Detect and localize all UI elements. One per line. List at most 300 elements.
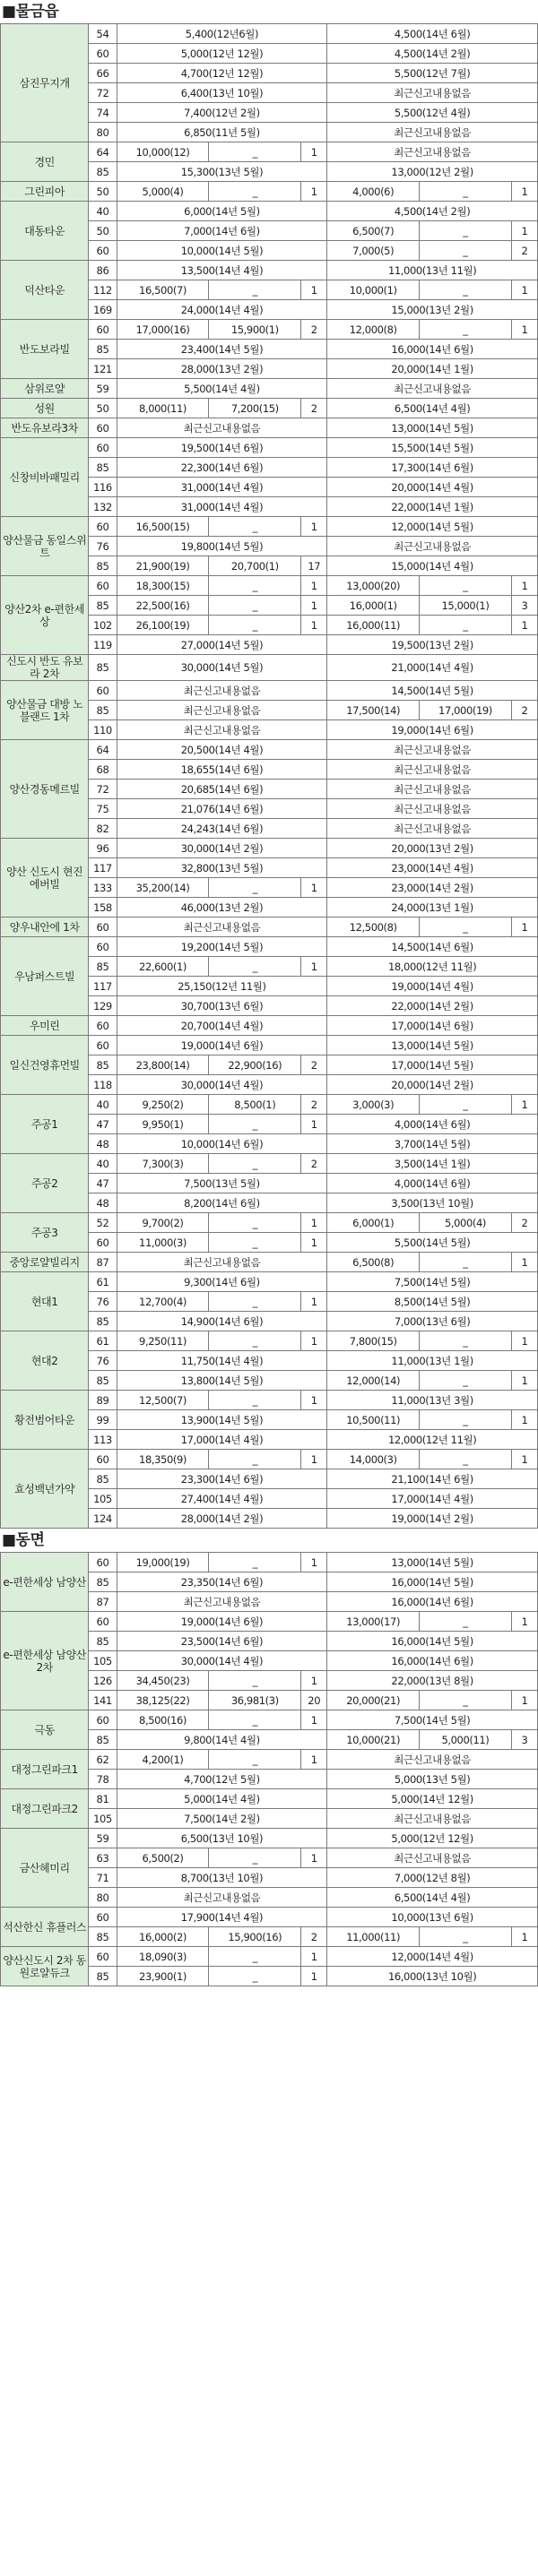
sale-deal-count: 1 [301,878,327,898]
lease-price-full: 20,000(14년 1월) [327,359,538,379]
unit-size: 75 [89,799,117,819]
complex-name: 주공2 [1,1154,89,1213]
sale-deal-count: 1 [301,1553,327,1572]
lease-price-max: 6,500(7) [327,221,420,241]
sale-price-min: 15,900(16) [209,1927,301,1947]
lease-price-full: 24,000(13년 1월) [327,898,538,918]
lease-price-full: 4,000(14년 6월) [327,1115,538,1134]
table-row [1,399,538,418]
lease-deal-count: 1 [511,221,537,241]
lease-price-min: _ [420,1331,512,1351]
complex-name: 양산신도시 2차 동원로얄듀크 [1,1947,89,1986]
sale-price-max: 18,300(15) [117,576,209,596]
unit-size: 47 [89,1115,117,1134]
unit-size: 60 [89,576,117,596]
lease-price-full: 5,000(13년 5월) [327,1770,538,1789]
lease-deal-count: 1 [511,576,537,596]
lease-price-min: 15,000(1) [420,596,512,616]
sale-deal-count: 17 [301,556,327,576]
lease-price-full: 17,000(14년 6월) [327,1016,538,1036]
unit-size: 60 [89,44,117,64]
sale-price-min: _ [209,1710,301,1730]
lease-price-max: 6,500(8) [327,1253,420,1272]
lease-deal-count: 1 [511,1450,537,1469]
lease-price-full: 최근신고내용없음 [327,537,538,556]
lease-price-full: 17,300(14년 6월) [327,458,538,478]
lease-price-min: 5,000(4) [420,1213,512,1233]
lease-price-full: 18,000(12년 11월) [327,957,538,977]
lease-price-full: 10,000(13년 6월) [327,1908,538,1927]
lease-price-full: 최근신고내용없음 [327,1809,538,1829]
lease-price-max: 7,000(5) [327,241,420,261]
sale-price-min: _ [209,1450,301,1469]
lease-price-full: 3,500(13년 10월) [327,1193,538,1213]
sale-deal-count: 1 [301,576,327,596]
table-row [1,517,538,537]
sale-price-max: 9,950(1) [117,1115,209,1134]
sale-price-min: 7,200(15) [209,399,301,418]
complex-name: 신창비바패밀리 [1,438,89,517]
table-row [1,740,538,760]
unit-size: 158 [89,898,117,918]
complex-name: e-편한세상 남양산2차 [1,1612,89,1710]
sale-price-full: 최근신고내용없음 [117,1253,327,1272]
sale-price-max: 34,450(23) [117,1671,209,1691]
table-row [1,1213,538,1233]
sale-price-full: 13,800(14년 5월) [117,1371,327,1391]
unit-size: 105 [89,1651,117,1671]
unit-size: 105 [89,1809,117,1829]
sale-price-max: 19,000(19) [117,1553,209,1572]
unit-size: 48 [89,1193,117,1213]
complex-name: 양우내안에 1차 [1,918,89,937]
lease-price-full: 5,000(14년 12월) [327,1789,538,1809]
table-row [1,839,538,858]
sale-deal-count: 2 [301,320,327,340]
lease-price-full: 5,000(12년 12월) [327,1829,538,1848]
unit-size: 60 [89,241,117,261]
table-row [1,1947,538,1967]
lease-price-max: 16,000(1) [327,596,420,616]
lease-deal-count: 3 [511,1730,537,1750]
complex-name: 양산경동메르빌 [1,740,89,839]
complex-name: 양산물금 대방 노블랜드 1차 [1,681,89,740]
sale-price-full: 17,000(14년 4월) [117,1430,327,1450]
sale-price-min: _ [209,596,301,616]
sale-price-max: 11,000(3) [117,1233,209,1253]
unit-size: 64 [89,740,117,760]
sale-price-max: 12,700(4) [117,1292,209,1312]
lease-price-max: 6,000(1) [327,1213,420,1233]
table-row [1,1391,538,1410]
unit-size: 85 [89,1572,117,1592]
section-title: ■물금읍 [2,3,59,21]
sale-price-min: _ [209,1115,301,1134]
sale-price-full: 최근신고내용없음 [117,418,327,438]
unit-size: 48 [89,1134,117,1154]
sale-price-full: 6,850(11년 5월) [117,123,327,142]
lease-price-max: 12,000(14) [327,1371,420,1391]
lease-price-min: _ [420,1095,512,1115]
unit-size: 85 [89,701,117,720]
lease-deal-count: 1 [511,1691,537,1710]
unit-size: 113 [89,1430,117,1450]
unit-size: 40 [89,1154,117,1174]
table-row [1,1553,538,1572]
lease-price-full: 22,000(14년 2월) [327,996,538,1016]
lease-deal-count: 2 [511,701,537,720]
sale-price-full: 18,655(14년 6월) [117,760,327,780]
lease-price-full: 19,500(13년 2월) [327,635,538,655]
unit-size: 64 [89,142,117,162]
lease-price-full: 최근신고내용없음 [327,142,538,162]
sale-price-min: _ [209,1331,301,1351]
sale-price-min: _ [209,1233,301,1253]
lease-deal-count: 1 [511,320,537,340]
unit-size: 85 [89,162,117,182]
lease-price-full: 20,000(13년 2월) [327,839,538,858]
lease-price-min: _ [420,576,512,596]
unit-size: 59 [89,379,117,399]
section-title: ■동면 [2,1531,45,1549]
complex-name: 대정그린파크1 [1,1750,89,1789]
lease-deal-count: 1 [511,918,537,937]
sale-price-full: 13,900(14년 5월) [117,1410,327,1430]
unit-size: 169 [89,300,117,320]
lease-price-max: 13,000(17) [327,1612,420,1632]
lease-price-min: _ [420,241,512,261]
lease-price-max: 10,000(1) [327,280,420,300]
lease-price-full: 최근신고내용없음 [327,123,538,142]
lease-price-full: 16,000(14년 6월) [327,1592,538,1612]
table-row [1,320,538,340]
sale-price-full: 31,000(14년 4월) [117,497,327,517]
complex-name: 신도시 반도 유보라 2차 [1,655,89,681]
complex-name: 덕산타운 [1,261,89,320]
lease-price-max: 13,000(20) [327,576,420,596]
lease-price-full: 최근신고내용없음 [327,379,538,399]
sale-price-max: 5,000(4) [117,182,209,202]
sale-price-full: 25,150(12년 11월) [117,977,327,996]
complex-name: 석산한신 휴플러스 [1,1908,89,1947]
lease-price-min: _ [420,1927,512,1947]
sale-price-min: _ [209,280,301,300]
complex-name: 금산헤미리 [1,1829,89,1908]
sale-price-full: 28,000(13년 2월) [117,359,327,379]
unit-size: 112 [89,280,117,300]
lease-price-full: 15,000(13년 2월) [327,300,538,320]
unit-size: 60 [89,681,117,701]
unit-size: 116 [89,478,117,497]
table-row [1,681,538,701]
sale-price-max: 9,250(11) [117,1331,209,1351]
unit-size: 60 [89,320,117,340]
unit-size: 82 [89,819,117,839]
sale-price-min: _ [209,1391,301,1410]
complex-name: 대동타운 [1,202,89,261]
unit-size: 85 [89,1632,117,1651]
sale-price-max: 22,600(1) [117,957,209,977]
lease-price-min: _ [420,616,512,635]
table-row [1,1908,538,1927]
lease-price-min: 17,000(19) [420,701,512,720]
lease-price-full: 16,000(14년 5월) [327,1632,538,1651]
sale-price-max: 12,500(7) [117,1391,209,1410]
lease-price-full: 22,000(14년 1월) [327,497,538,517]
sale-price-max: 8,500(16) [117,1710,209,1730]
lease-price-full: 19,000(14년 2월) [327,1509,538,1529]
sale-price-max: 16,500(7) [117,280,209,300]
sale-price-min: _ [209,1553,301,1572]
lease-price-full: 13,000(14년 5월) [327,418,538,438]
sale-price-max: 23,800(14) [117,1055,209,1075]
lease-price-full: 최근신고내용없음 [327,780,538,799]
sale-price-min: _ [209,1750,301,1770]
complex-name: 경민 [1,142,89,182]
lease-deal-count: 2 [511,241,537,261]
lease-price-max: 16,000(11) [327,616,420,635]
lease-price-full: 5,500(12년 7월) [327,64,538,83]
sale-price-full: 30,000(14년 2월) [117,839,327,858]
sale-deal-count: 1 [301,1213,327,1233]
sale-price-full: 19,000(14년 6월) [117,1612,327,1632]
unit-size: 132 [89,497,117,517]
sale-deal-count: 1 [301,1391,327,1410]
lease-price-full: 4,500(14년 2월) [327,202,538,221]
unit-size: 72 [89,780,117,799]
table-row [1,1612,538,1632]
unit-size: 60 [89,438,117,458]
sale-deal-count: 1 [301,1750,327,1770]
lease-deal-count: 1 [511,1331,537,1351]
lease-price-full: 12,000(12년 11월) [327,1430,538,1450]
sale-price-min: 8,500(1) [209,1095,301,1115]
sale-price-full: 23,300(14년 6월) [117,1469,327,1489]
sale-price-min: _ [209,182,301,202]
sale-price-full: 5,000(14년 4월) [117,1789,327,1809]
sale-price-full: 최근신고내용없음 [117,701,327,720]
unit-size: 85 [89,957,117,977]
lease-price-full: 6,500(14년 4월) [327,399,538,418]
sale-deal-count: 1 [301,616,327,635]
lease-price-max: 10,000(21) [327,1730,420,1750]
sale-price-full: 22,300(14년 6월) [117,458,327,478]
unit-size: 60 [89,1710,117,1730]
unit-size: 60 [89,1016,117,1036]
sale-price-full: 24,243(14년 6월) [117,819,327,839]
price-table [0,23,538,1529]
sale-price-full: 19,500(14년 6월) [117,438,327,458]
unit-size: 102 [89,616,117,635]
complex-name: 그린피아 [1,182,89,202]
sale-price-full: 6,500(13년 10월) [117,1829,327,1848]
sale-price-max: 9,250(2) [117,1095,209,1115]
sale-price-full: 8,700(13년 10월) [117,1868,327,1888]
complex-name: 우미린 [1,1016,89,1036]
unit-size: 85 [89,1312,117,1331]
complex-name: 삼진무지개 [1,24,89,142]
table-row [1,1095,538,1115]
complex-name: 반도보라빌 [1,320,89,379]
unit-size: 63 [89,1848,117,1868]
lease-price-full: 19,000(14년 4월) [327,977,538,996]
sale-price-max: 38,125(22) [117,1691,209,1710]
table-row [1,655,538,681]
sale-price-full: 20,700(14년 4월) [117,1016,327,1036]
unit-size: 72 [89,83,117,103]
sale-deal-count: 1 [301,280,327,300]
sale-price-full: 5,000(12년 12월) [117,44,327,64]
unit-size: 96 [89,839,117,858]
lease-price-full: 21,000(14년 4월) [327,655,538,681]
lease-price-full: 최근신고내용없음 [327,799,538,819]
complex-name: 주공1 [1,1095,89,1154]
sale-price-full: 21,076(14년 6월) [117,799,327,819]
sale-deal-count: 2 [301,1055,327,1075]
sale-price-full: 30,000(14년 4월) [117,1075,327,1095]
sale-price-max: 16,500(15) [117,517,209,537]
unit-size: 85 [89,556,117,576]
sale-price-full: 19,800(14년 5월) [117,537,327,556]
unit-size: 121 [89,359,117,379]
complex-name: 양산2차 e-편한세상 [1,576,89,655]
lease-price-full: 8,500(14년 5월) [327,1292,538,1312]
unit-size: 85 [89,655,117,681]
lease-price-min: _ [420,1253,512,1272]
lease-deal-count: 1 [511,1927,537,1947]
sale-deal-count: 1 [301,1848,327,1868]
sale-price-full: 8,200(14년 6월) [117,1193,327,1213]
table-row [1,1750,538,1770]
unit-size: 40 [89,202,117,221]
sale-deal-count: 2 [301,1154,327,1174]
sale-deal-count: 2 [301,1927,327,1947]
table-row [1,202,538,221]
lease-price-max: 12,500(8) [327,918,420,937]
unit-size: 141 [89,1691,117,1710]
unit-size: 85 [89,1967,117,1986]
lease-deal-count: 1 [511,1253,537,1272]
unit-size: 61 [89,1331,117,1351]
sale-price-full: 15,300(13년 5월) [117,162,327,182]
unit-size: 118 [89,1075,117,1095]
unit-size: 86 [89,261,117,280]
table-row [1,937,538,957]
lease-price-full: 7,000(13년 6월) [327,1312,538,1331]
lease-price-full: 16,000(14년 6월) [327,340,538,359]
unit-size: 80 [89,123,117,142]
sale-price-full: 최근신고내용없음 [117,720,327,740]
table-row [1,1036,538,1055]
unit-size: 87 [89,1592,117,1612]
unit-size: 85 [89,1730,117,1750]
complex-name: 주공3 [1,1213,89,1253]
lease-price-full: 최근신고내용없음 [327,740,538,760]
lease-price-full: 12,000(14년 5월) [327,517,538,537]
lease-price-full: 5,500(14년 5월) [327,1233,538,1253]
sale-price-full: 7,500(13년 5월) [117,1174,327,1193]
lease-price-min: _ [420,221,512,241]
unit-size: 74 [89,103,117,123]
lease-price-min: _ [420,1691,512,1710]
unit-size: 71 [89,1868,117,1888]
lease-price-full: 7,500(14년 5월) [327,1272,538,1292]
lease-price-full: 11,000(13년 3월) [327,1391,538,1410]
sale-price-full: 7,000(14년 6월) [117,221,327,241]
lease-price-full: 4,500(14년 2월) [327,44,538,64]
lease-price-full: 7,000(12년 8월) [327,1868,538,1888]
table-row [1,1789,538,1809]
sale-deal-count: 1 [301,1947,327,1967]
sale-price-min: 20,700(1) [209,556,301,576]
unit-size: 60 [89,918,117,937]
sale-price-max: 21,900(19) [117,556,209,576]
lease-price-min: 5,000(11) [420,1730,512,1750]
unit-size: 52 [89,1213,117,1233]
sale-deal-count: 1 [301,142,327,162]
table-row [1,379,538,399]
sale-price-full: 6,000(14년 5월) [117,202,327,221]
lease-price-full: 13,000(12년 2월) [327,162,538,182]
table-row [1,1016,538,1036]
lease-price-full: 13,000(14년 5월) [327,1553,538,1572]
unit-size: 62 [89,1750,117,1770]
table-row [1,1154,538,1174]
sale-price-max: 23,900(1) [117,1967,209,1986]
unit-size: 60 [89,1036,117,1055]
sale-price-full: 14,900(14년 6월) [117,1312,327,1331]
sale-price-max: 18,090(3) [117,1947,209,1967]
sale-deal-count: 1 [301,1292,327,1312]
complex-name: 중앙로얄빌리지 [1,1253,89,1272]
complex-name: 현대2 [1,1331,89,1391]
unit-size: 119 [89,635,117,655]
sale-price-full: 23,500(14년 6월) [117,1632,327,1651]
sale-price-full: 6,400(13년 10월) [117,83,327,103]
lease-price-full: 5,500(12년 4월) [327,103,538,123]
sale-price-full: 30,000(14년 4월) [117,1651,327,1671]
lease-price-full: 15,000(14년 4월) [327,556,538,576]
unit-size: 89 [89,1391,117,1410]
unit-size: 78 [89,1770,117,1789]
table-row [1,418,538,438]
sale-deal-count: 1 [301,957,327,977]
lease-deal-count: 1 [511,182,537,202]
sale-price-min: _ [209,1292,301,1312]
sale-price-full: 19,200(14년 5월) [117,937,327,957]
lease-price-full: 20,000(14년 4월) [327,478,538,497]
sale-price-full: 17,900(14년 4월) [117,1908,327,1927]
sale-deal-count: 2 [301,1095,327,1115]
table-row [1,261,538,280]
sale-price-full: 30,000(14년 5월) [117,655,327,681]
sale-price-full: 최근신고내용없음 [117,918,327,937]
lease-price-max: 11,000(11) [327,1927,420,1947]
sale-price-full: 7,500(14년 2월) [117,1809,327,1829]
sale-deal-count: 2 [301,399,327,418]
unit-size: 60 [89,418,117,438]
unit-size: 117 [89,977,117,996]
lease-deal-count: 1 [511,616,537,635]
sale-price-min: _ [209,957,301,977]
unit-size: 61 [89,1272,117,1292]
lease-price-full: 최근신고내용없음 [327,1750,538,1770]
sale-price-max: 7,300(3) [117,1154,209,1174]
unit-size: 87 [89,1253,117,1272]
unit-size: 50 [89,182,117,202]
table-row [1,1710,538,1730]
sale-price-full: 4,700(12년 5월) [117,1770,327,1789]
